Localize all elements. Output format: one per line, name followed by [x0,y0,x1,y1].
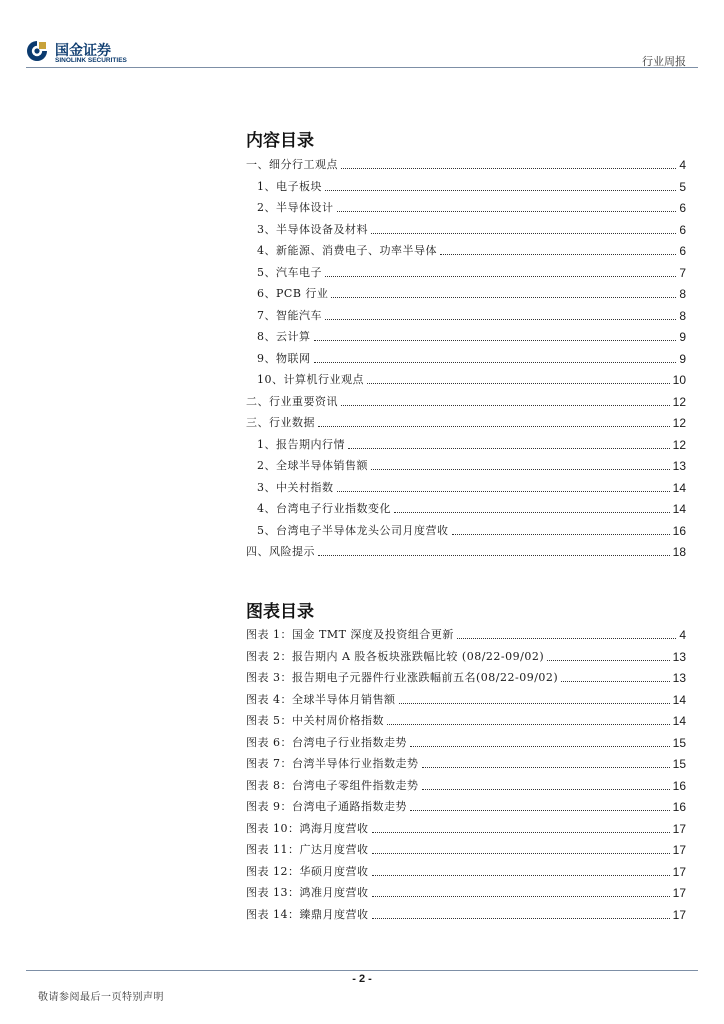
dot-leader [348,447,670,449]
figure-entry[interactable] [246,863,686,879]
toc-entry-label: 2、半导体设计 [257,201,334,214]
figure-entry-label: 图表 14：臻鼎月度营收 [246,907,369,921]
dot-leader [371,232,676,234]
toc-entry-page: 5 [679,179,686,194]
footer-divider [26,970,698,971]
toc-entry-page: 6 [679,201,686,215]
toc-entry[interactable] [246,285,686,301]
contents-title: 内容目录 [246,131,314,151]
dot-leader [561,680,669,682]
toc-entry[interactable] [246,500,686,516]
figure-entry[interactable] [246,691,686,707]
dot-leader [372,874,670,876]
toc-entry[interactable] [246,156,686,172]
figure-entry-label: 图表 9：台湾电子通路指数走势 [246,800,407,813]
dot-leader [371,468,670,470]
report-type-label: 行业周报 [642,55,686,68]
toc-entry[interactable] [246,436,686,452]
dot-leader [341,167,676,169]
figure-entry-label: 图表 2：报告期内 A 股各板块涨跌幅比较 (08/22-09/02) [246,649,545,663]
dot-leader [325,318,676,320]
toc-entry-label: 9、物联网 [257,351,311,365]
toc-entry-label: 三、行业数据 [246,416,315,429]
toc-entry-page: 18 [672,545,686,559]
figure-entry-page: 17 [672,821,686,836]
dot-leader [337,490,670,492]
toc-entry-page: 13 [672,459,686,473]
dot-leader [372,917,670,919]
dot-leader [394,511,670,513]
toc-entry-page: 16 [672,523,686,538]
dot-leader [337,210,677,212]
toc-entry-label: 7、智能汽车 [257,308,322,322]
dot-leader [457,637,676,639]
toc-entry-page: 14 [672,502,686,516]
figure-entry-label: 图表 10：鸿海月度营收 [246,821,369,835]
dot-leader [318,425,670,427]
toc-entry[interactable] [246,242,686,258]
figures-title: 图表目录 [246,602,314,622]
dot-leader [372,895,670,897]
page-number: - 2 - [352,973,372,985]
toc-entry-page: 6 [679,222,686,237]
toc-entry[interactable] [246,393,686,409]
figure-entry[interactable] [246,755,686,771]
toc-entry-label: 二、行业重要资讯 [246,394,338,408]
figure-entry-page: 4 [679,628,686,642]
toc-entry-label: 6、PCB 行业 [257,287,329,300]
toc-entry[interactable] [246,221,686,237]
toc-entry[interactable] [246,371,686,387]
toc-entry-label: 3、中关村指数 [257,480,334,494]
toc-entry[interactable] [246,522,686,538]
figure-entry[interactable] [246,712,686,728]
toc-entry-page: 9 [679,351,686,366]
dot-leader [314,339,677,341]
figure-entry[interactable] [246,798,686,814]
toc-entry[interactable] [246,307,686,323]
logo-chinese-name: 国金证券 [55,43,111,59]
dot-leader [440,253,676,255]
dot-leader [387,723,670,725]
figure-entry-page: 16 [672,800,686,814]
toc-entry-label: 2、全球半导体销售额 [257,459,368,472]
dot-leader [399,702,670,704]
dot-leader [325,189,676,191]
figure-entry-label: 图表 6：台湾电子行业指数走势 [246,735,407,749]
page-header [0,0,724,70]
toc-entry-page: 4 [679,158,686,172]
toc-entry[interactable] [246,457,686,473]
figure-entry-page: 13 [672,671,686,685]
figure-entry-label: 图表 8：台湾电子零组件指数走势 [246,778,419,792]
figure-entry-label: 图表 7：台湾半导体行业指数走势 [246,757,419,770]
toc-entry-label: 10、计算机行业观点 [257,373,364,386]
dot-leader [367,382,670,384]
toc-entry[interactable] [246,264,686,280]
toc-entry-page: 9 [679,330,686,344]
toc-entry[interactable] [246,350,686,366]
dot-leader [410,745,670,747]
dot-leader [422,766,670,768]
toc-entry-label: 1、报告期内行情 [257,437,345,451]
toc-entry-label: 8、云计算 [257,330,311,343]
dot-leader [372,831,670,833]
figure-entry-page: 16 [672,778,686,793]
figure-entry-page: 13 [672,649,686,664]
toc-entry-page: 8 [679,308,686,323]
figure-entry[interactable] [246,669,686,685]
figure-entry-label: 图表 1：国金 TMT 深度及投资组合更新 [246,628,454,641]
figure-entry[interactable] [246,841,686,857]
figure-entry-page: 15 [672,735,686,750]
toc-entry-page: 14 [672,480,686,495]
toc-entry-label: 5、汽车电子 [257,265,322,279]
toc-entry-page: 8 [679,287,686,301]
header-divider [26,67,698,68]
toc-entry-page: 7 [679,265,686,280]
dot-leader [318,554,670,556]
sinolink-logo-icon [26,40,48,62]
figure-entry-label: 图表 12：华硕月度营收 [246,864,369,878]
figure-entry[interactable] [246,626,686,642]
figure-entry-page: 17 [672,886,686,900]
toc-entry-page: 12 [672,394,686,409]
dot-leader [314,361,677,363]
figure-entry-page: 14 [672,692,686,707]
toc-entry-label: 1、电子板块 [257,179,322,193]
dot-leader [452,533,670,535]
figure-entry-page: 15 [672,757,686,771]
toc-entry-label: 四、风险提示 [246,545,315,558]
toc-entry-page: 6 [679,244,686,258]
toc-entry[interactable] [246,479,686,495]
toc-entry-label: 5、台湾电子半导体龙头公司月度营收 [257,523,449,537]
figure-entry[interactable] [246,906,686,922]
toc-entry-page: 12 [672,416,686,430]
figure-entry[interactable] [246,734,686,750]
dot-leader [547,659,670,661]
toc-entry-label: 4、新能源、消费电子、功率半导体 [257,244,437,257]
dot-leader [325,275,676,277]
dot-leader [422,788,670,790]
toc-entry[interactable] [246,178,686,194]
figure-entry-label: 图表 5：中关村周价格指数 [246,714,384,727]
toc-entry[interactable] [246,199,686,215]
toc-entry[interactable] [246,414,686,430]
footer-disclaimer: 敬请参阅最后一页特别声明 [38,992,164,1003]
figure-entry-label: 图表 11：广达月度营收 [246,843,369,856]
figure-entry-page: 17 [672,843,686,857]
toc-entry-page: 10 [672,373,686,387]
dot-leader [341,404,670,406]
figure-entry-page: 17 [672,864,686,879]
figure-entry[interactable] [246,820,686,836]
dot-leader [372,852,670,854]
dot-leader [331,296,676,298]
figure-entry-label: 图表 4：全球半导体月销售额 [246,692,396,706]
toc-entry-label: 4、台湾电子行业指数变化 [257,502,391,515]
figure-entry-label: 图表 13：鸿准月度营收 [246,886,369,899]
figure-entry[interactable] [246,648,686,664]
figure-entry-page: 17 [672,907,686,922]
figure-entry[interactable] [246,884,686,900]
figure-entry[interactable] [246,777,686,793]
figure-entry-page: 14 [672,714,686,728]
toc-entry-label: 3、半导体设备及材料 [257,222,368,236]
figure-entry-label: 图表 3：报告期电子元器件行业涨跌幅前五名(08/22-09/02) [246,671,559,684]
company-logo [26,38,136,68]
toc-entry-page: 12 [672,437,686,452]
logo-english-name: SINOLINK SECURITIES [55,57,127,64]
toc-entry-label: 一、细分行工观点 [246,158,338,171]
toc-entry[interactable] [246,328,686,344]
dot-leader [410,809,670,811]
toc-entry[interactable] [246,543,686,559]
